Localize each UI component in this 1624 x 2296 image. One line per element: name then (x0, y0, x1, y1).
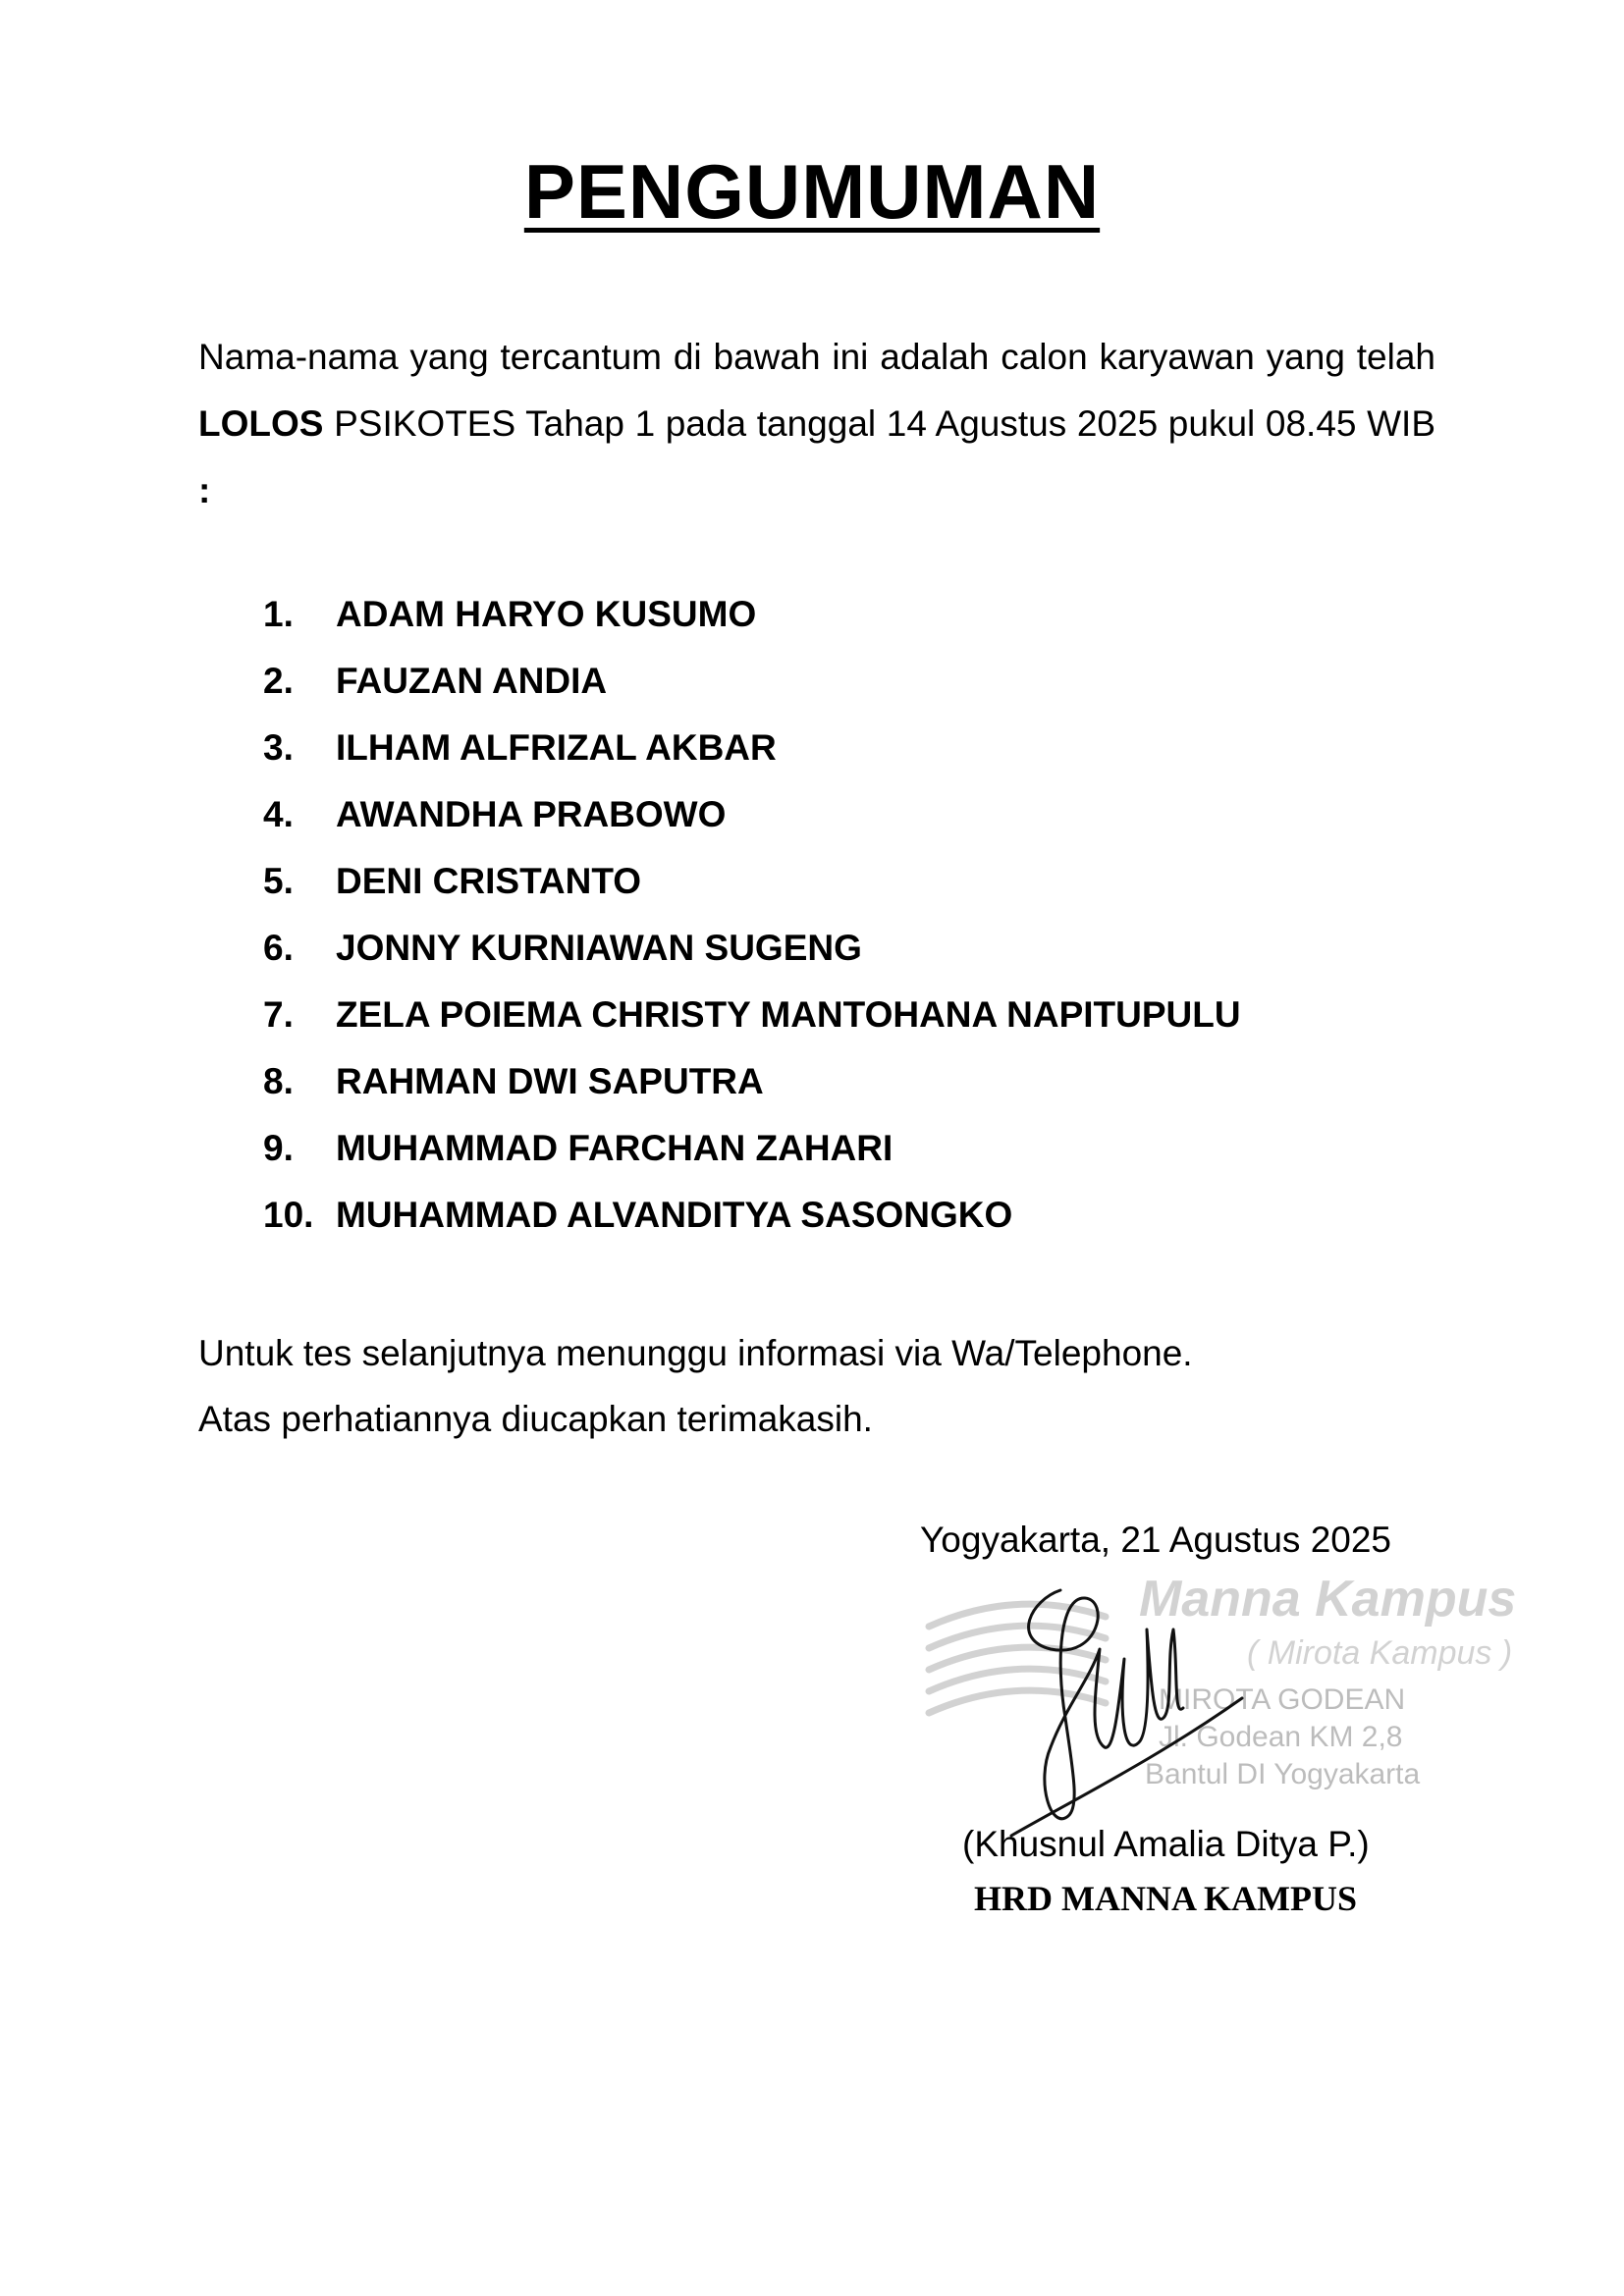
list-item-name: FAUZAN ANDIA (336, 661, 608, 701)
list-item-name: MUHAMMAD ALVANDITYA SASONGKO (336, 1195, 1013, 1235)
list-item (263, 1182, 1441, 1249)
list-item-name: JONNY KURNIAWAN SUGENG (336, 928, 862, 968)
signer-title: HRD MANNA KAMPUS (974, 1879, 1357, 1918)
signature-mark (992, 1571, 1247, 1845)
list-item (263, 1048, 1441, 1115)
place-date: Yogyakarta, 21 Agustus 2025 (920, 1520, 1392, 1560)
closing-text (198, 1320, 1377, 1452)
candidate-list (263, 581, 1441, 1249)
list-item-name: RAHMAN DWI SAPUTRA (336, 1061, 764, 1101)
list-item (263, 581, 1441, 648)
list-item-number: 2. (263, 661, 294, 701)
list-item-name: DENI CRISTANTO (336, 861, 642, 901)
signer-name: (Khusnul Amalia Ditya P.) (962, 1824, 1370, 1864)
page-title: PENGUMUMAN (523, 148, 1101, 235)
intro-bold-word: LOLOS (198, 403, 324, 444)
list-item-number: 10. (263, 1195, 314, 1235)
list-item (263, 848, 1441, 915)
list-item (263, 781, 1441, 848)
intro-text-after: PSIKOTES Tahap 1 pada tanggal 14 Agustus 2025 pukul 08.45 WIB (323, 403, 1435, 444)
list-item-number: 6. (263, 928, 294, 968)
stamp-subtitle-text: ( Mirota Kampus ) (1247, 1634, 1513, 1672)
list-item-name: AWANDHA PRABOWO (336, 794, 727, 834)
intro-text-before: Nama-nama yang tercantum di bawah ini adalah calon karyawan yang telah (198, 337, 1435, 377)
list-item-name: ZELA POIEMA CHRISTY MANTOHANA NAPITUPULU (336, 994, 1241, 1035)
list-item (263, 982, 1441, 1048)
closing-line-thanks: Atas perhatiannya diucapkan terimakasih. (198, 1399, 873, 1439)
list-item-name: ADAM HARYO KUSUMO (336, 594, 757, 634)
list-item-number: 3. (263, 727, 294, 768)
list-item-number: 9. (263, 1128, 294, 1168)
list-item-number: 8. (263, 1061, 294, 1101)
closing-line-info: Untuk tes selanjutnya menunggu informasi via Wa/Telephone. (198, 1333, 1193, 1373)
list-item-number: 4. (263, 794, 294, 834)
stamp-brand-text: Manna Kampus (1139, 1571, 1517, 1628)
list-item (263, 715, 1441, 781)
stamp-address-line: Bantul DI Yogyakarta (1145, 1758, 1421, 1790)
list-item-name: MUHAMMAD FARCHAN ZAHARI (336, 1128, 893, 1168)
list-item (263, 915, 1441, 982)
list-item (263, 648, 1441, 715)
stamp-address-line: Jl. Godean KM 2,8 (1159, 1721, 1403, 1753)
list-item-number: 7. (263, 994, 294, 1035)
list-item-name: ILHAM ALFRIZAL AKBAR (336, 727, 777, 768)
list-item-number: 5. (263, 861, 294, 901)
stamp-address-line: MIROTA GODEAN (1159, 1683, 1406, 1716)
intro-colon: : (198, 470, 211, 510)
list-item-number: 1. (263, 594, 294, 634)
list-item (263, 1115, 1441, 1182)
intro-paragraph (198, 324, 1435, 524)
